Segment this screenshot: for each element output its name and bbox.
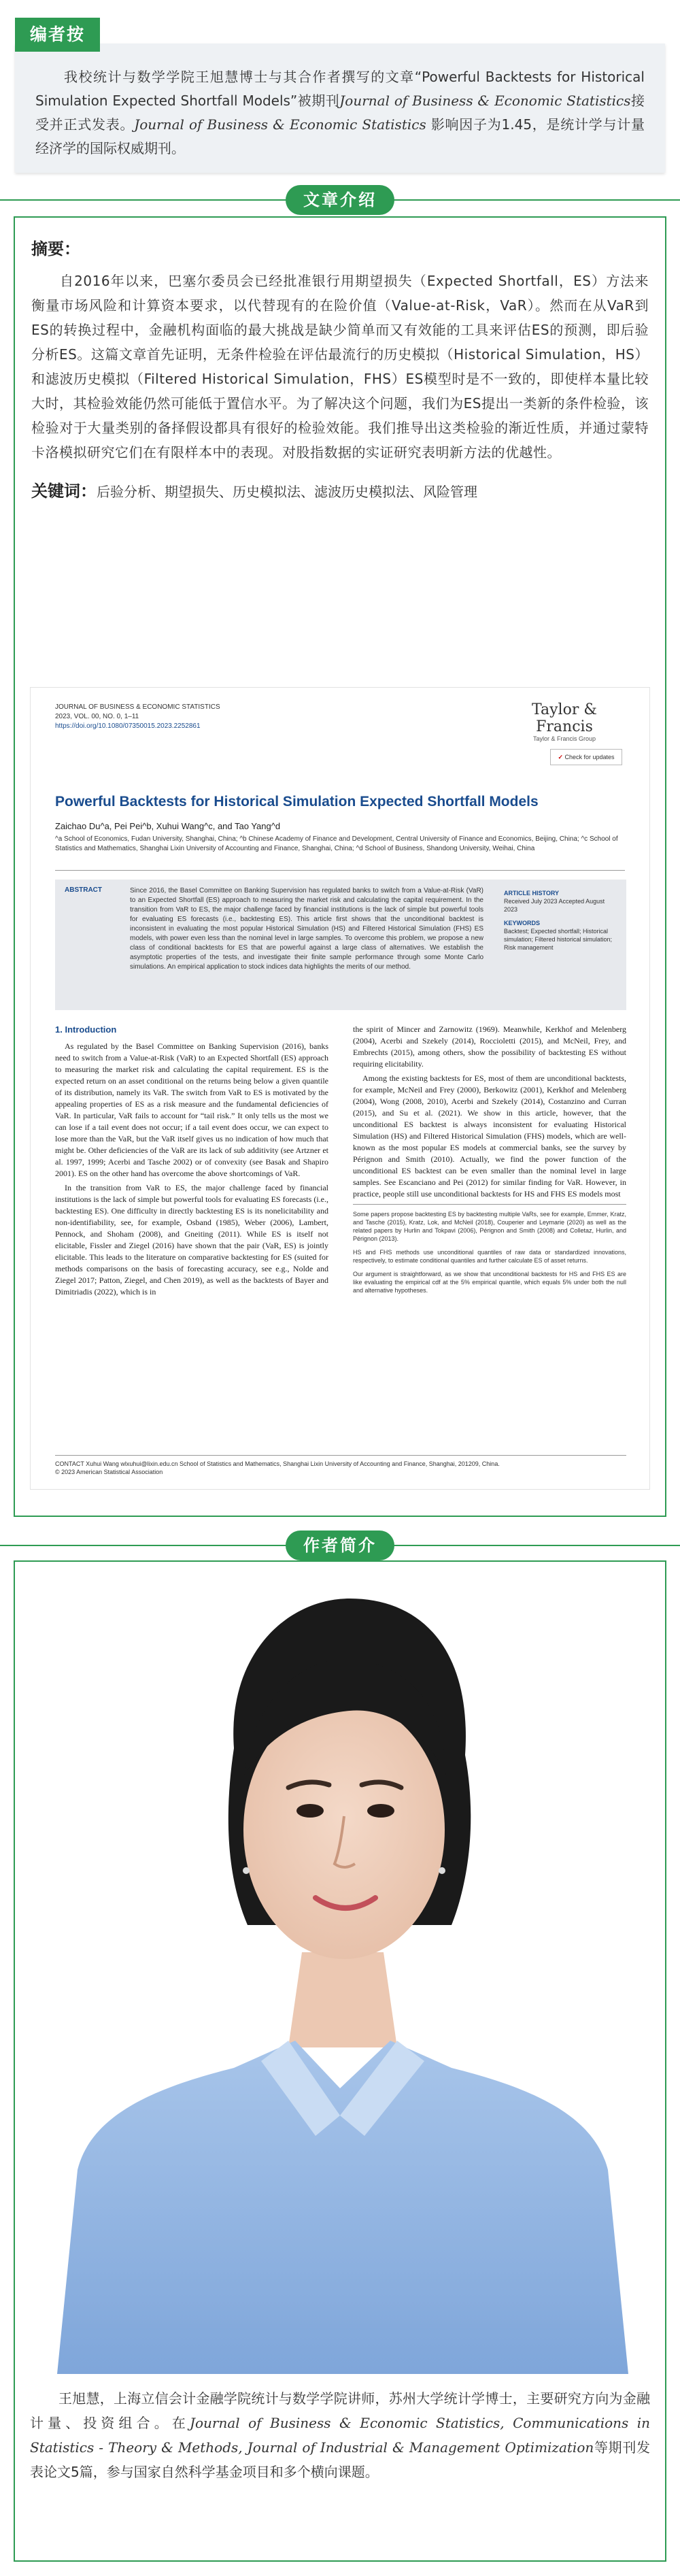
paper-footnote: HS and FHS methods use unconditional quantiles of raw data or standardized innovations, respectively, to estimate conditional quantiles and further calculate ES of asset returns. — [353, 1249, 626, 1264]
editor-note-box — [15, 44, 665, 173]
section-title-author: 作者简介 — [286, 1530, 394, 1560]
paper-rule — [55, 870, 625, 871]
paper-abstract-label: ABSTRACT — [65, 886, 102, 894]
paper-article-meta: ARTICLE HISTORY Received July 2023 Accepted August 2023 KEYWORDS Backtest; Expected shortfall; Historical simulation; Filtered historical simulation; Risk management — [504, 890, 613, 951]
section-header-author — [0, 1530, 680, 1560]
section-title-intro: 文章介绍 — [286, 185, 394, 215]
author-photo — [30, 1571, 650, 2374]
paper-intro-heading: 1. Introduction — [55, 1024, 117, 1035]
abstract-title: 摘要： — [31, 239, 80, 258]
check-icon: ✓ — [558, 754, 563, 760]
paper-contact: CONTACT Xuhui Wang wlxuhui@lixin.edu.cn School of Statistics and Mathematics, Shanghai Lixin University of Accounting and Finance, Shanghai, 201209, China. © 2023 American Statistical Association — [55, 1455, 626, 1476]
abstract-block — [31, 235, 649, 503]
paper-abstract-box — [55, 880, 626, 1010]
paper-journal-info: JOURNAL OF BUSINESS & ECONOMIC STATISTICS 2023, VOL. 00, NO. 0, 1–11 https://doi.org/10.1080/07350015.2023.2252861 — [55, 703, 220, 730]
author-bio: 王旭慧，上海立信会计金融学院统计与数学学院讲师，苏州大学统计学博士，主要研究方向为金融计量、投资组合。在Journal of Business & Economic Statistics, Communications in Statistics - Theory & Methods, Journal of Industrial & Management Optimization等期刊发表论文5篇，参与国家自然科学基金项目和多个横向课题。 — [30, 2390, 651, 2480]
editor-note-text: 我校统计与数学学院王旭慧博士与其合作者撰写的文章“Powerful Backtests for Historical Simulation Expected Shortfall Models”被期刊Journal of Business & Economic Statistics接受并正式发表。Journal of Business & Economic Statistics 影响因子为1.45，是统计学与计量经济学的国际权威期刊。 — [35, 69, 645, 156]
paper-authors: Zaichao Du^a, Pei Pei^b, Xuhui Wang^c, and Tao Yang^d — [55, 821, 281, 831]
keywords-label: 关键词： — [31, 482, 97, 501]
paper-footnote: Our argument is straightforward, as we show that unconditional backtests for HS and FHS ES are like evaluating the empirical cdf at the 5% empirical quantile, which equals 5% under both the null and alternative hypotheses. — [353, 1271, 626, 1294]
publisher-logo: Taylor & Francis Taylor & Francis Group — [532, 701, 597, 742]
paper-column-right: the spirit of Mincer and Zarnowitz (1969). Meanwhile, Kerkhof and Melenberg (2004), Acerbi and Szekely (2014), Roccioletti (2015), and McNeil, Frey, and Embrechts (2015), among others, show the possibility of backtesting ES without requiring elicitability. Among the existing backtests for ES, most of them are unconditional backtests, for example, McNeil and Frey (2000), Berkowitz (2001), Kerkhof and Melenberg (2004), Wong (2008, 2010), Acerbi and Szekely (2014), Costanzino and Curran (2015), and Su et al. (2021). We show in this article, however, that the unconditional ES backtest is always inconsistent for evaluating Historical Simulation (HS) and Filtered Historical Simulation (FHS) models, which are well-known as the most popular ES models at commercial banks, see the survey by Pérignon and Smith (2010). Actually, we find the power function of the unconditional ES backtest can be even smaller than the nominal level in large samples. See Escanciano and Pei (2012) for similar finding for VaR. However, in practice, people still use unconditional backtests for HS and FHS ES models most Some papers propose backtesting ES by backtesting multiple VaRs, see for example, Emmer, Kratz, and Tasche (2015), Kratz, Lok, and McNeil (2018), Couperier and Leymarie (2020) as well as the related papers by Hurlin and Tokpavi (2006), Pérignon and Smith (2008) and Colletaz, Hurlin, and Pérignon (2013). HS and FHS methods use unconditional quantiles of raw data or standardized innovations, respectively, to estimate conditional quantiles and further calculate ES of asset returns. Our argument is straightforward, as we show that unconditional backtests for HS and FHS ES are like evaluating the empirical cdf at the 5% empirical quantile, which equals 5% under both the null and alternative hypotheses. — [353, 1024, 626, 1294]
paper-abstract-text: Since 2016, the Basel Committee on Banking Supervision has regulated banks to switch from a Value-at-Risk (VaR) to an Expected Shortfall (ES) approach to measuring the market risk and calculating the capital requirement. In the transition from VaR to ES, the major challenge faced by financial institutions is the lack of simple but powerful tools for evaluating ES forecasts (i.e., backtesting ES). This article first shows that the unconditional backtest is inconsistent in evaluating the most popular Historical Simulation (HS) and Filtered Historical Simulation (FHS) ES models, with power even less than the nominal level in large samples. To overcome this problem, we propose a new class of conditional backtests for ES that are powerful against a large class of alternatives. We establish the asymptotic properties of the tests, and investigate their finite sample performance through some Monte Carlo simulations. An empirical application to stock indices data highlights the merits of our method. — [130, 887, 483, 971]
paper-affiliations: ^a School of Economics, Fudan University, Shanghai, China; ^b Chinese Academy of Finance and Development, Central University of Finance and Economics, Beijing, China; ^c School of Statistics and Mathematics, Shanghai Lixin University of Accounting and Finance, Shanghai, China; ^d School of Business, Shandong University, Weihai, China — [55, 835, 618, 852]
paper-footnote: Some papers propose backtesting ES by backtesting multiple VaRs, see for example, Emmer, Kratz, and Tasche (2015), Kratz, Lok, and McNeil (2018), Couperier and Leymarie (2020) as well as the related papers by Hurlin and Tokpavi (2006), Pérignon and Smith (2008) and Colletaz, Hurlin, and Pérignon (2013). — [353, 1211, 626, 1242]
paper-page-image — [30, 687, 650, 1490]
keywords-line — [31, 480, 649, 503]
abstract-text: 自2016年以来，巴塞尔委员会已经批准银行用期望损失（Expected Shortfall，ES）方法来衡量市场风险和计算资本要求，以代替现有的在险价值（Value-at-Risk，VaR）。然而在从VaR到ES的转换过程中，金融机构面临的最大挑战是缺少简单而又有效能的工具来评估ES的预测，即后验分析ES。这篇文章首先证明，无条件检验在评估最流行的历史模拟（Historical Simulation，HS）和滤波历史模拟（Filtered Historical Simulation，FHS）ES模型时是不一致的，即使样本量比较大时，其检验效能仍然可能低于置信水平。为了解决这个问题，我们为ES提出一类新的条件检验，该检验对于大量类别的备择假设都具有很好的检验效能。我们推导出这类检验的渐近性质，并通过蒙特卡洛模拟研究它们在有限样本中的表现。对股指数据的实证研究表明新方法的优越性。 — [31, 273, 649, 461]
paper-column-left: 1. Introduction As regulated by the Basel Committee on Banking Supervision (2016), banks need to switch from a Value-at-Risk (VaR) to an Expected Shortfall (ES) approach to measuring the market risk and calculating the capital requirement. ES is the expected return on an asset conditional on the returns being below a given quantile of its distribution, namely its VaR. The switch from VaR to ES is motivated by the appealing properties of ES as a risk measure and the fundamental deficiencies of VaR. In particular, VaR fails to account for “tail risk.” It only tells us the most we can lose if a tail event does not occur; if a tail event does occur, we can expect to lose more than the VaR, but the VaR itself gives us no indication of how much that might be. Other deficiencies of the VaR are its lack of sub additivity (see Artzner et al. 1997, 1999; Acerbi and Tasche 2002) or of convexity (see Basak and Shapiro 2001). ES on the other hand has overcome the above shortcomings of VaR. In the transition from VaR to ES, the major challenge faced by financial institutions is the lack of simple but powerful tools for evaluating ES forecasts (i.e., backtesting ES). One difficulty in directly backtesting ES is its nonelicitability and non-identifiability, see, for example, Osband (1985), Weber (2006), Lambert, Pennock, and Shoham (2008), and Gneiting (2011). While ES is itself not elicitable, Fissler and Ziegel (2016) have shown that the pair (VaR, ES) is jointly elicitable. This leads to the literature on comparative backtesting for ES (suited for methods comparisons on the basis of forecasting accuracy, see e.g., Nolde and Ziegel 2017; Patton, Ziegel, and Chen 2019), as well as the backtests of Bayer and Dimitriadis (2022), which is in — [55, 1024, 328, 1297]
check-for-updates-badge: ✓ Check for updates — [550, 749, 622, 765]
editor-note — [15, 18, 665, 173]
editor-note-tag: 编者按 — [15, 18, 100, 52]
paper-title: Powerful Backtests for Historical Simulation Expected Shortfall Models — [55, 794, 539, 809]
section-header-intro — [0, 185, 680, 215]
keywords-value: 后验分析、期望损失、历史模拟法、滤波历史模拟法、风险管理 — [97, 484, 477, 500]
author-portrait-image — [30, 1571, 650, 2374]
